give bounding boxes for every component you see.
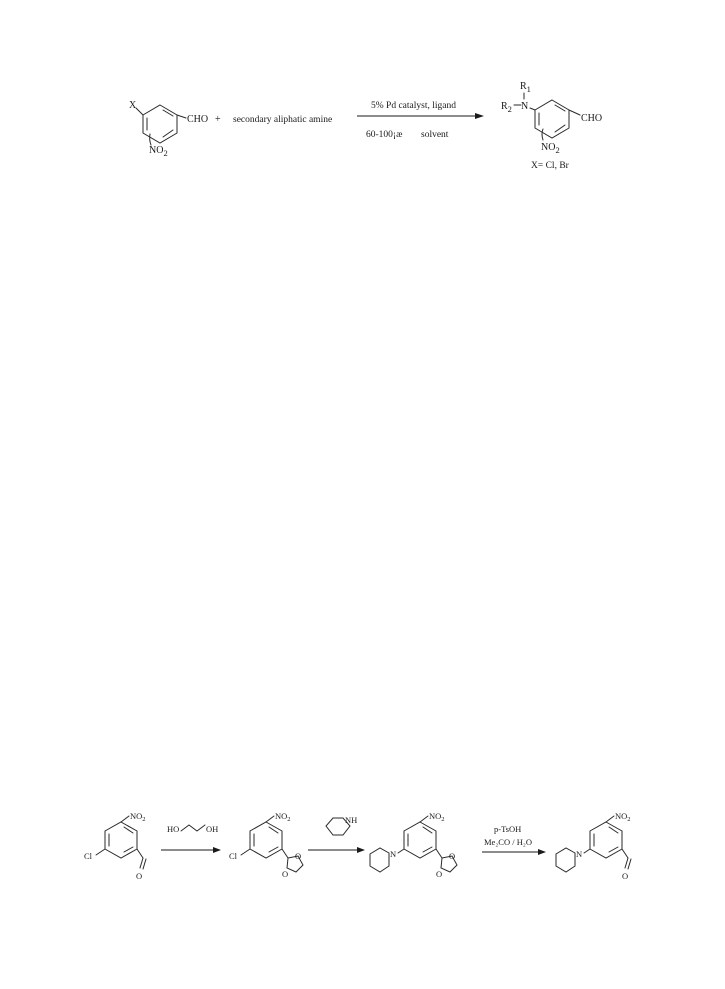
condition-temperature: 60-100¡æ: [366, 130, 403, 140]
compound-4: [556, 816, 631, 872]
product-nitro-label: $NO_2$: [541, 142, 560, 155]
reaction-arrow-3: [308, 847, 365, 853]
halogen-note: X= Cl, Br: [531, 161, 569, 171]
compound-2-nitro: $NO_2$: [275, 811, 291, 823]
reaction-arrow-4: [482, 849, 546, 855]
compound-1-o: O: [136, 871, 143, 881]
product-r1-label: $R_1$: [520, 81, 531, 94]
compound-2-cl: Cl: [229, 851, 238, 861]
compound-3-o1: O: [449, 851, 456, 861]
compound-3: [370, 816, 457, 872]
reagent-2-nh: NH: [345, 815, 358, 825]
condition-catalyst: 5% Pd catalyst, ligand: [371, 101, 456, 111]
reagent-amine: secondary aliphatic amine: [233, 115, 333, 125]
reactant-ring: [136, 105, 186, 145]
compound-2: [241, 816, 303, 872]
reactant-x-label: X: [129, 100, 137, 111]
reagent-1-oh: OH: [206, 824, 219, 834]
compound-4-nitro: $NO_2$: [615, 811, 631, 823]
reagent-1-ho: HO: [167, 824, 180, 834]
compound-4-o: O: [622, 871, 629, 881]
compound-3-nitro: $NO_2$: [429, 811, 445, 823]
scheme-1: [129, 81, 602, 171]
compound-1-nitro: $NO_2$: [130, 811, 146, 823]
plus-sign: +: [215, 114, 221, 125]
reactant-nitro-label: $NO_2$: [149, 145, 168, 158]
reagent-3-line2: Me₂CO / H₂O: [484, 837, 532, 847]
compound-1-cl: Cl: [84, 851, 93, 861]
reaction-arrow-2: [161, 847, 221, 853]
compound-1: [96, 816, 146, 869]
reaction-arrow-1: [357, 113, 484, 119]
reactant-cho-label: CHO: [187, 114, 209, 125]
scheme-2: [84, 811, 631, 881]
reagent-ethylene-glycol: [181, 825, 205, 831]
compound-2-o2: O: [282, 869, 289, 879]
compound-4-n: N: [576, 849, 583, 859]
reagent-3-line1: p-TsOH: [494, 824, 522, 834]
compound-3-o2: O: [436, 869, 443, 879]
product-n-label: N: [521, 101, 529, 112]
product-r2-label: $R_2$: [501, 101, 512, 114]
compound-2-o1: O: [295, 851, 302, 861]
compound-3-n: N: [390, 849, 397, 859]
condition-solvent: solvent: [421, 130, 449, 140]
product-cho-label: CHO: [581, 113, 603, 124]
